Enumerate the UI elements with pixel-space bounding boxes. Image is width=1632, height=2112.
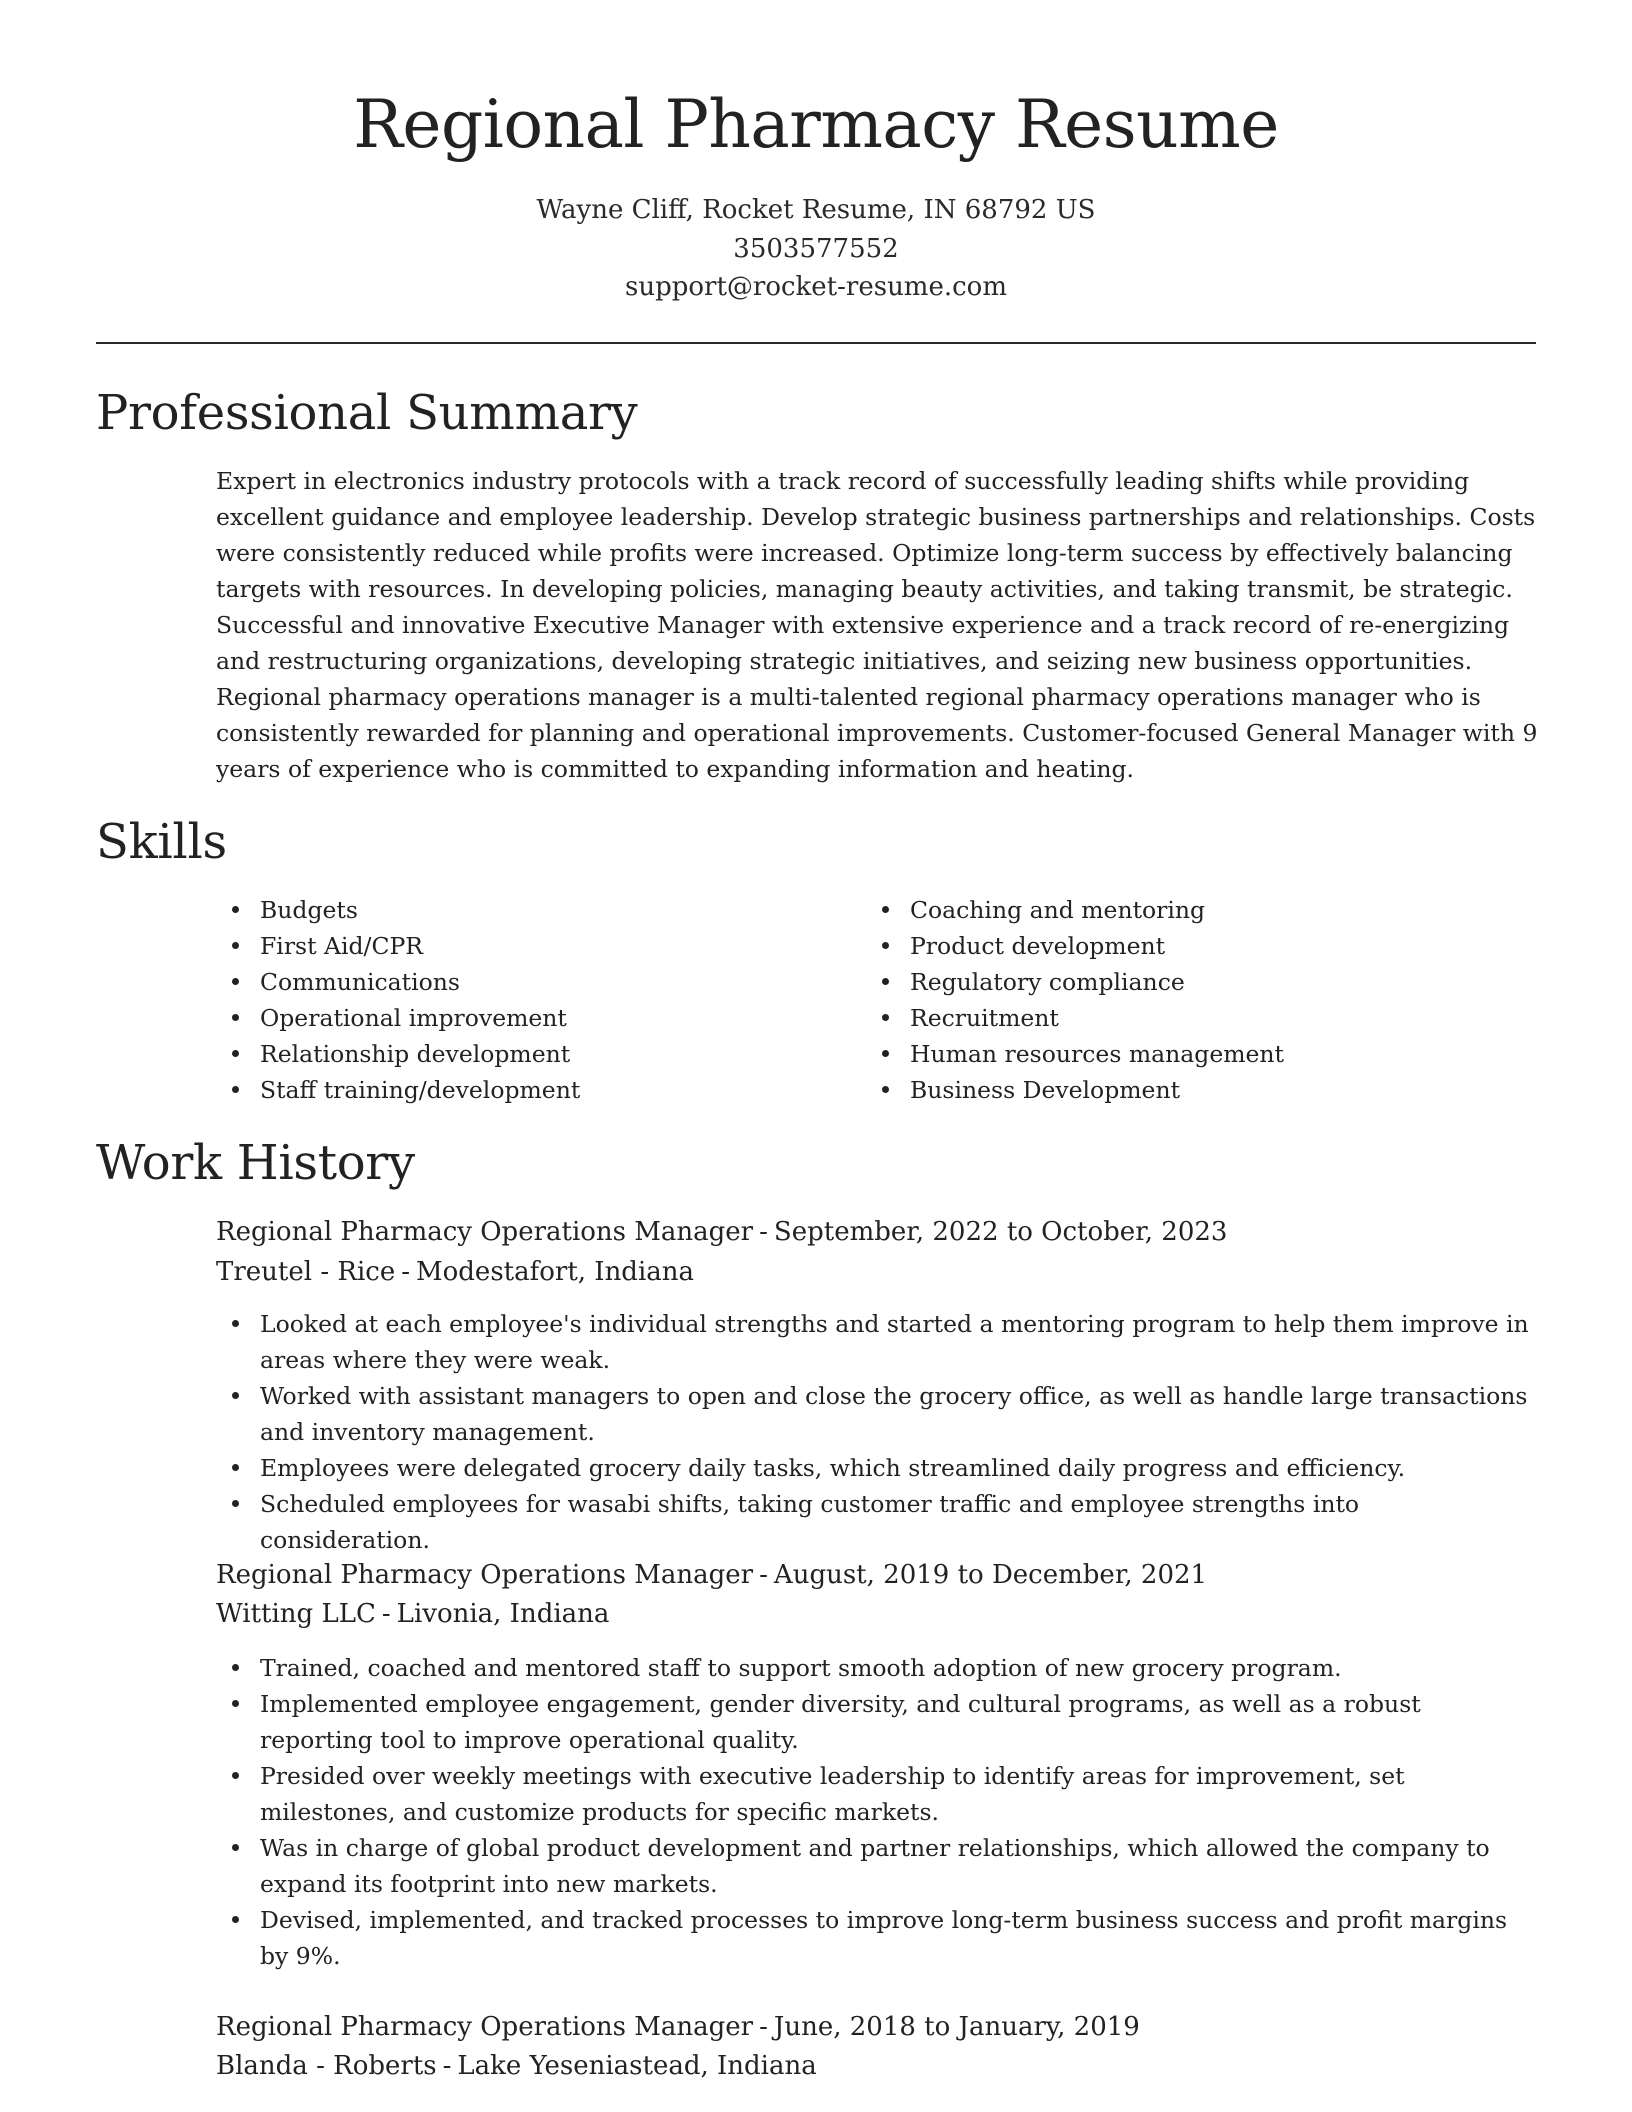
job-bullet: Implemented employee engagement, gender diversity, and cultural programs, as well as a robust reporting tool to improve operational quality. <box>216 1686 1536 1758</box>
job-company-separator: - <box>401 1257 411 1287</box>
skill-item: Budgets <box>216 892 856 928</box>
job-bullet: Worked with assistant managers to open and close the grocery office, as well as handle large transactions and inventory management. <box>216 1378 1536 1450</box>
contact-email: support@rocket-resume.com <box>624 272 1007 302</box>
skills-list-left <box>216 892 856 1108</box>
work-history-heading: Work History <box>96 1135 415 1191</box>
job-company-line <box>216 1252 1536 1292</box>
job-company: Blanda - Roberts <box>216 2051 437 2081</box>
contact-phone: 3503577552 <box>733 234 899 264</box>
skill-item: Communications <box>216 964 856 1000</box>
job-bullet: Presided over weekly meetings with executive leadership to identify areas for improvement, set milestones, and customize products for specific markets. <box>216 1758 1536 1830</box>
resume-title: Regional Pharmacy Resume <box>353 86 1279 163</box>
job-title-line <box>216 2007 1536 2047</box>
skill-item: First Aid/CPR <box>216 928 856 964</box>
job-location: Modestafort, Indiana <box>416 1257 695 1287</box>
job-title-separator: - <box>759 2012 768 2042</box>
job-dates: September, 2022 to October, 2023 <box>773 1217 1228 1247</box>
contact-address: Wayne Cliff, Rocket Resume, IN 68792 US <box>536 195 1096 225</box>
job-bullet: Was in charge of global product development and partner relationships, which allowed the company to expand its footprint into new markets. <box>216 1830 1536 1902</box>
job-bullet: Looked at each employee's individual strengths and started a mentoring program to help them improve in areas where they were weak. <box>216 1306 1536 1378</box>
job-title-separator: - <box>759 1560 768 1590</box>
skill-item: Product development <box>866 928 1506 964</box>
skill-item: Relationship development <box>216 1036 856 1072</box>
job-bullet: Trained, coached and mentored staff to support smooth adoption of new grocery program. <box>216 1650 1536 1686</box>
header-divider <box>96 342 1536 344</box>
skill-item: Recruitment <box>866 1000 1506 1036</box>
job-title: Regional Pharmacy Operations Manager <box>216 2012 754 2042</box>
job-dates: June, 2018 to January, 2019 <box>773 2012 1140 2042</box>
job-company-separator: - <box>381 1599 391 1629</box>
job-bullet: Devised, implemented, and tracked processes to improve long-term business success and profit margins by 9%. <box>216 1902 1536 1974</box>
skill-item: Human resources management <box>866 1036 1506 1072</box>
job-title-separator: - <box>759 1217 768 1247</box>
job-bullet: Employees were delegated grocery daily tasks, which streamlined daily progress and efficiency. <box>216 1450 1536 1486</box>
job-company-line <box>216 2046 1536 2086</box>
skill-item: Operational improvement <box>216 1000 856 1036</box>
job-dates: August, 2019 to December, 2021 <box>773 1560 1208 1590</box>
summary-heading: Professional Summary <box>96 385 638 441</box>
job-company: Treutel - Rice <box>216 1257 396 1287</box>
skills-heading: Skills <box>96 814 227 870</box>
skills-list-right <box>866 892 1506 1108</box>
skill-item: Coaching and mentoring <box>866 892 1506 928</box>
job-location: Livonia, Indiana <box>396 1599 610 1629</box>
job-company: Witting LLC <box>216 1599 376 1629</box>
job-location: Lake Yeseniastead, Indiana <box>457 2051 817 2081</box>
job-title-line <box>216 1555 1536 1595</box>
job-company-separator: - <box>442 2051 452 2081</box>
skill-item: Business Development <box>866 1072 1506 1108</box>
summary-text: Expert in electronics industry protocols with a track record of successfully leading shifts while providing excellent guidance and employee leadership. Develop strategic business partnerships and relationships. Costs were consistently reduced while profits were increased. Optimize long-term success by effectively balancing targets with resources. In developing policies, managing beauty activities, and taking transmit, be strategic. Successful and innovative Executive Manager with extensive experience and a track record of re-energizing and restructuring organizations, developing strategic initiatives, and seizing new business opportunities. Regional pharmacy operations manager is a multi-talented regional pharmacy operations manager who is consistently rewarded for planning and operational improvements. Customer-focused General Manager with 9 years of experience who is committed to expanding information and heating. <box>216 467 1538 783</box>
job-bullet: Scheduled employees for wasabi shifts, taking customer traffic and employee strengths into consideration. <box>216 1486 1536 1558</box>
job-title-line <box>216 1212 1536 1252</box>
job-company-line <box>216 1594 1536 1634</box>
job-title: Regional Pharmacy Operations Manager <box>216 1217 754 1247</box>
skill-item: Regulatory compliance <box>866 964 1506 1000</box>
job-bullets <box>216 1650 1536 1974</box>
skill-item: Staff training/development <box>216 1072 856 1108</box>
job-bullets <box>216 1306 1536 1558</box>
job-title: Regional Pharmacy Operations Manager <box>216 1560 754 1590</box>
